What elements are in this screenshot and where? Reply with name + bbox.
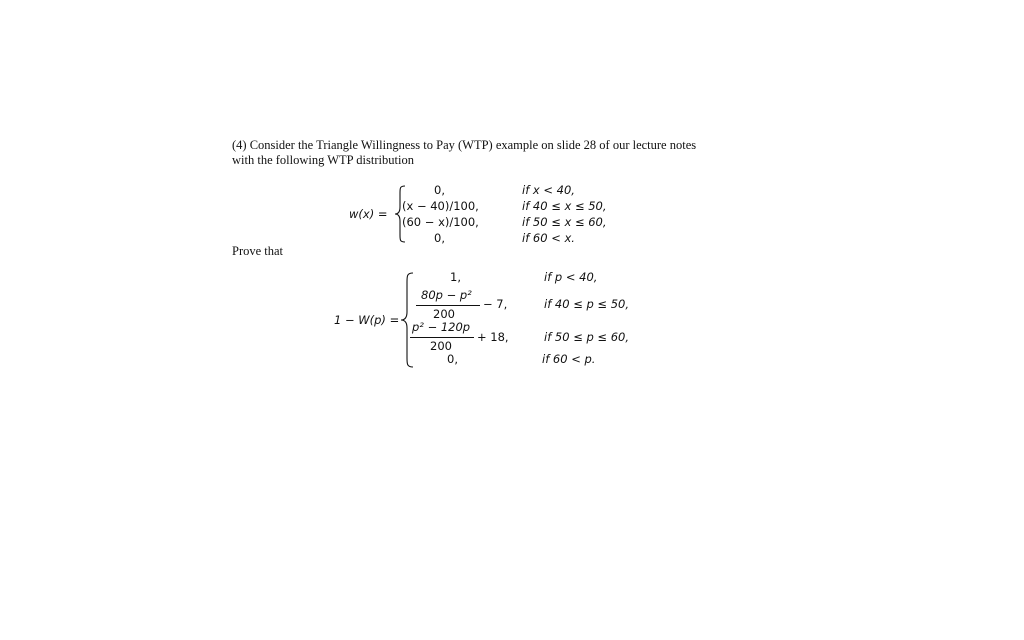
survival-lhs: 1 − W(p) = xyxy=(334,313,400,327)
wtp-case-condition: if 40 ≤ x ≤ 50, xyxy=(522,199,607,213)
problem-intro-line-1: (4) Consider the Triangle Willingness to Pay (WTP) example on slide 28 of our lecture notes xyxy=(232,138,697,152)
survival-case-3-denominator: 200 xyxy=(430,339,452,353)
survival-case-2-numerator: 80p − p² xyxy=(421,288,472,302)
wtp-case-value: 0, xyxy=(434,231,445,245)
survival-case-3-tail: + 18, xyxy=(477,330,509,344)
survival-case-2-tail: − 7, xyxy=(483,297,508,311)
problem-intro-line-2: with the following WTP distribution xyxy=(232,153,414,167)
prove-that-label: Prove that xyxy=(232,244,284,258)
wtp-case-condition: if 60 < x. xyxy=(522,231,575,245)
survival-case-2-denominator: 200 xyxy=(433,307,455,321)
wtp-density-lhs: w(x) = xyxy=(349,207,388,221)
survival-case-3-condition: if 50 ≤ p ≤ 60, xyxy=(544,330,630,344)
survival-case-2-condition: if 40 ≤ p ≤ 50, xyxy=(544,297,630,311)
fraction-bar xyxy=(410,337,474,338)
survival-case-4-condition: if 60 < p. xyxy=(542,352,596,366)
left-brace-icon xyxy=(394,185,406,243)
wtp-case-value: (x − 40)/100, xyxy=(402,199,479,213)
wtp-case-condition: if x < 40, xyxy=(522,183,575,197)
wtp-case-value: (60 − x)/100, xyxy=(402,215,479,229)
survival-case-1-condition: if p < 40, xyxy=(544,270,598,284)
survival-case-4-value: 0, xyxy=(447,352,458,366)
wtp-case-condition: if 50 ≤ x ≤ 60, xyxy=(522,215,607,229)
wtp-case-value: 0, xyxy=(434,183,445,197)
survival-case-1-value: 1, xyxy=(450,270,461,284)
fraction-bar xyxy=(416,305,480,306)
survival-case-3-numerator: p² − 120p xyxy=(412,320,471,334)
